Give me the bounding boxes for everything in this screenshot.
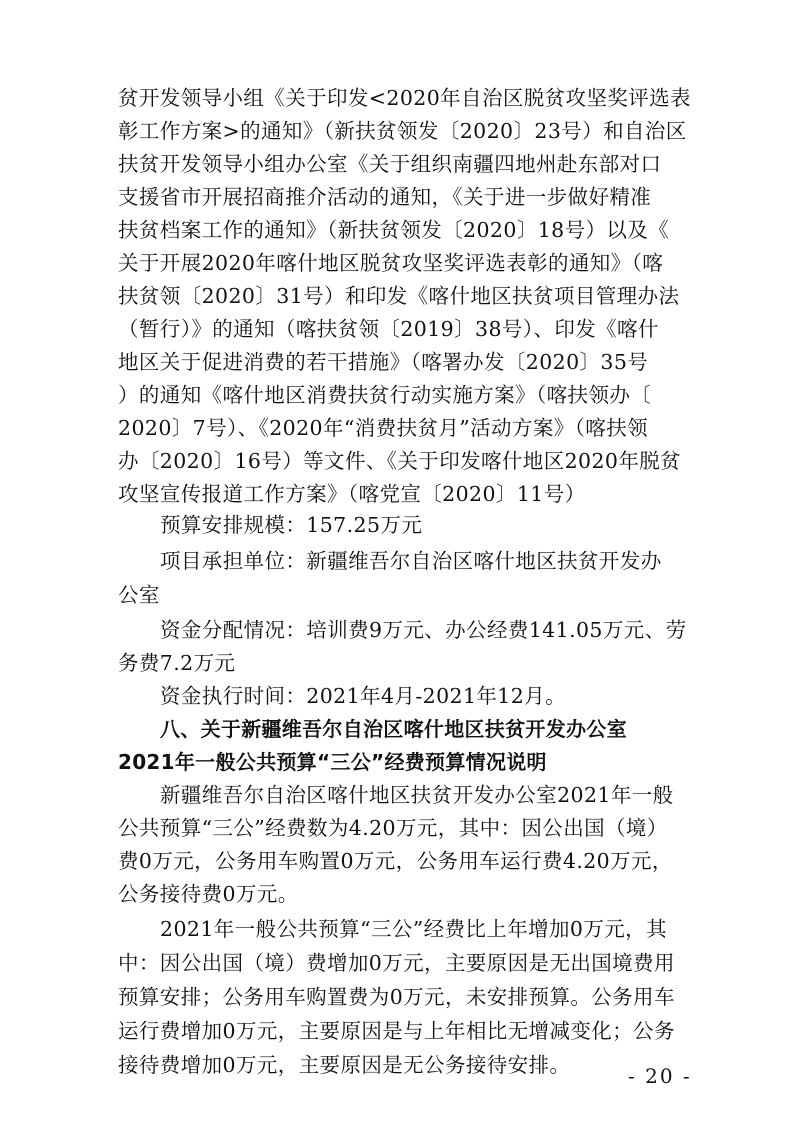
body-text-line: 彰工作方案>的通知》（新扶贫领发〔2020〕23号）和自治区 [118,119,687,143]
paragraph-line: 公共预算“三公”经费数为4.20万元，其中：因公出国（境） [118,816,668,840]
paragraph-line: 新疆维吾尔自治区喀什地区扶贫开发办公室2021年一般 [160,783,674,807]
allocation-line: 资金分配情况：培训费9万元、办公经费141.05万元、劳 [160,618,687,642]
body-text-line: 支援省市开展招商推介活动的通知，《关于进一步做好精准 [118,185,652,209]
allocation-line-continued: 务费7.2万元 [118,651,236,675]
body-text-line: 贫开发领导小组《关于印发<2020年自治区脱贫攻坚奖评选表 [118,86,691,110]
paragraph-line: 公务接待费0万元。 [118,882,299,906]
section-heading-continued: 2021年一般公共预算“三公”经费预算情况说明 [118,750,547,774]
paragraph-line: 2021年一般公共预算“三公”经费比上年增加0万元，其 [160,917,667,941]
section-heading: 八、关于新疆维吾尔自治区喀什地区扶贫开发办公室 [160,717,627,741]
execution-time-line: 资金执行时间：2021年4月-2021年12月。 [160,684,566,708]
body-text-line: 关于开展2020年喀什地区脱贫攻坚奖评选表彰的通知》（喀 [118,251,664,275]
body-text-line: ）的通知《喀什地区消费扶贫行动实施方案》（喀扶领办〔 [118,383,652,407]
paragraph-line: 运行费增加0万元，主要原因是与上年相比无增减变化；公务 [118,1019,675,1043]
body-text-line: 办〔2020〕16号）等文件、《关于印发喀什地区2020年脱贫 [118,449,682,473]
undertaker-line-continued: 公室 [118,583,160,607]
paragraph-line: 费0万元，公务用车购置0万元，公务用车运行费4.20万元， [118,849,673,873]
body-text-line: 扶贫开发领导小组办公室《关于组织南疆四地州赴东部对口 [118,152,662,176]
body-text-line: 2020〕7号）、《2020年“消费扶贫月”活动方案》（喀扶领 [118,416,648,440]
paragraph-line: 中：因公出国（境）费增加0万元，主要原因是无出国境费用 [118,951,675,975]
body-text-line: （暂行）》的通知（喀扶贫领〔2019〕38号）、印发《喀什 [118,317,659,341]
body-text-line: 地区关于促进消费的若干措施》（喀署办发〔2020〕35号 [118,350,649,374]
body-text-line: 扶贫领〔2020〕31号）和印发《喀什地区扶贫项目管理办法 [118,284,680,308]
paragraph-line: 预算安排；公务用车购置费为0万元，未安排预算。公务用车 [118,985,675,1009]
budget-scale-line: 预算安排规模：157.25万元 [160,513,423,537]
paragraph-line: 接待费增加0万元，主要原因是无公务接待安排。 [118,1053,571,1077]
body-text-line: 扶贫档案工作的通知》（新扶贫领发〔2020〕18号）以及《 [118,218,670,242]
body-text-line: 攻坚宣传报道工作方案》（喀党宣〔2020〕11号） [118,482,586,506]
undertaker-line: 项目承担单位：新疆维吾尔自治区喀什地区扶贫开发办 [160,549,662,573]
page-number: - 20 - [628,1064,692,1088]
